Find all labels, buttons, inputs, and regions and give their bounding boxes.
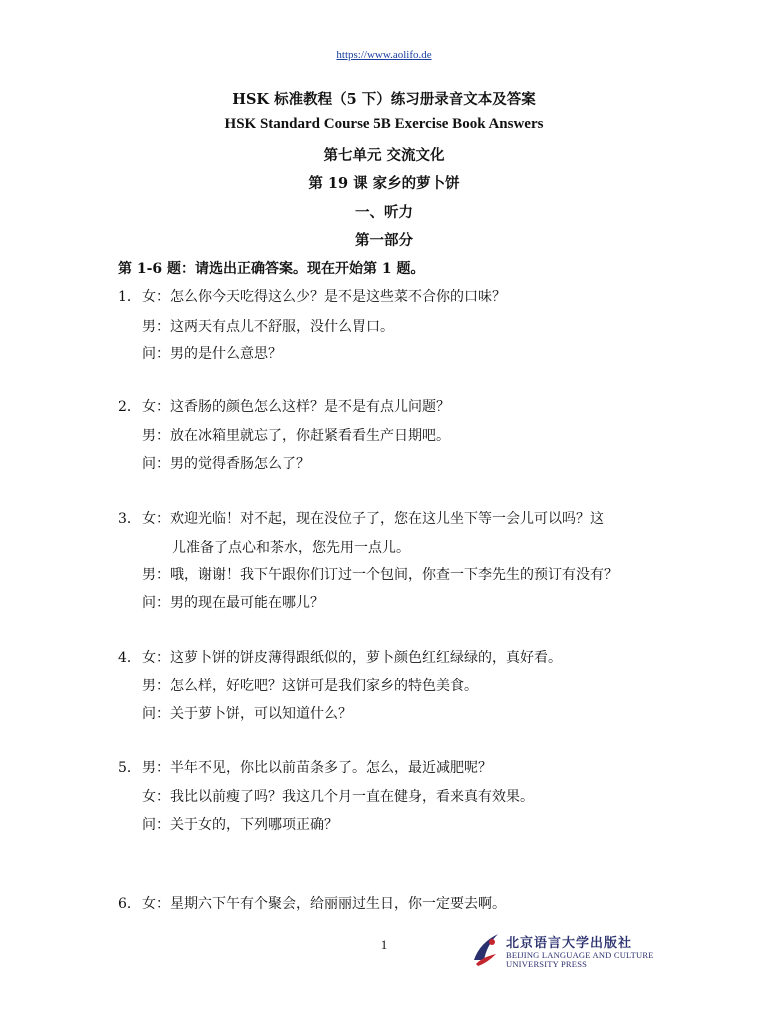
dialogue-line: 女：欢迎光临！对不起，现在没位子了，您在这儿坐下等一会儿可以吗？这	[142, 511, 604, 527]
dialogue-line: 女：怎么你今天吃得这么少？是不是这些菜不合你的口味？	[142, 289, 506, 305]
publisher-name-cn: 北京语言大学出版社	[506, 936, 633, 951]
item-number: 4．	[118, 650, 141, 666]
section-heading: 一、听力	[355, 204, 413, 221]
item-number: 6．	[118, 896, 141, 912]
dialogue-line: 女：我比以前瘦了吗？我这几个月一直在健身，看来真有效果。	[142, 789, 534, 805]
question-line: 问：关于萝卜饼，可以知道什么？	[142, 706, 352, 722]
english-title: HSK Standard Course 5B Exercise Book Answers	[224, 116, 544, 132]
item-number: 2．	[118, 399, 141, 415]
lesson-heading: 第 19 课 家乡的萝卜饼	[308, 175, 460, 192]
publisher-logo	[470, 930, 660, 970]
dialogue-line: 男：放在冰箱里就忘了，你赶紧看看生产日期吧。	[142, 428, 450, 444]
publisher-name-en-2: UNIVERSITY PRESS	[506, 959, 588, 969]
publisher-emblem-icon	[470, 930, 502, 968]
question-line: 问：男的现在最可能在哪儿？	[142, 595, 324, 611]
publisher-name-en: BEIJING LANGUAGE AND CULTURE	[506, 950, 654, 960]
unit-heading: 第七单元 交流文化	[323, 147, 445, 164]
part-heading: 第一部分	[355, 232, 413, 249]
item-number: 1．	[118, 289, 141, 305]
dialogue-line: 女：星期六下午有个聚会，给丽丽过生日，你一定要去啊。	[142, 896, 506, 912]
dialogue-line: 男：怎么样，好吃吧？这饼可是我们家乡的特色美食。	[142, 678, 478, 694]
dialogue-line: 男：这两天有点儿不舒服，没什么胃口。	[142, 319, 394, 335]
dialogue-line: 男：半年不见，你比以前苗条多了。怎么，最近减肥呢？	[142, 760, 492, 776]
dialogue-line: 男：哦，谢谢！我下午跟你们订过一个包间，你查一下李先生的预订有没有？	[142, 567, 618, 583]
question-line: 问：男的觉得香肠怎么了？	[142, 456, 310, 472]
dialogue-line-continued: 儿准备了点心和茶水，您先用一点儿。	[172, 540, 410, 556]
item-number: 5．	[118, 760, 141, 776]
dialogue-line: 女：这萝卜饼的饼皮薄得跟纸似的，萝卜颜色红红绿绿的，真好看。	[142, 650, 562, 666]
page-number: 1	[380, 937, 388, 952]
chinese-title: HSK 标准教程（5 下）练习册录音文本及答案	[232, 91, 536, 108]
question-line: 问：男的是什么意思？	[142, 346, 282, 362]
dialogue-line: 女：这香肠的颜色怎么这样？是不是有点儿问题？	[142, 399, 450, 415]
question-line: 问：关于女的，下列哪项正确？	[142, 817, 338, 833]
instruction-text: 第 1-6 题：请选出正确答案。现在开始第 1 题。	[118, 261, 425, 277]
header-url-link[interactable]: https://www.aolifo.de	[336, 49, 432, 61]
item-number: 3．	[118, 511, 141, 527]
